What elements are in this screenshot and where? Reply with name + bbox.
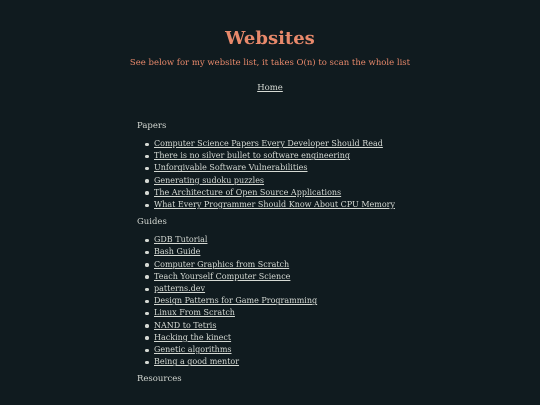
bullet-icon — [145, 251, 149, 255]
website-link[interactable]: Being a good mentor — [154, 357, 240, 367]
link-list — [137, 138, 497, 211]
list-item — [145, 356, 497, 368]
home-link[interactable]: Home — [257, 83, 283, 93]
bullet-icon — [145, 179, 149, 183]
website-list — [137, 120, 497, 385]
website-link[interactable]: Computer Graphics from Scratch — [154, 259, 290, 269]
bullet-icon — [145, 300, 149, 304]
bullet-icon — [145, 349, 149, 353]
website-link[interactable]: What Every Programmer Should Know About CPU Memory — [154, 200, 395, 210]
list-item — [145, 138, 497, 150]
list-item — [145, 271, 497, 283]
list-item — [145, 283, 497, 295]
section-heading: Papers — [137, 121, 167, 131]
website-link[interactable]: Genetic algorithms — [154, 345, 232, 355]
bullet-icon — [145, 288, 149, 292]
page-subtitle: See below for my website list, it takes O(n) to scan the whole list — [129, 58, 411, 68]
bullet-icon — [145, 275, 149, 279]
bullet-icon — [145, 312, 149, 316]
list-item — [145, 234, 497, 246]
list-item — [145, 295, 497, 307]
bullet-icon — [145, 336, 149, 340]
bullet-icon — [145, 239, 149, 243]
website-link[interactable]: Linux From Scratch — [154, 308, 235, 318]
website-link[interactable]: There is no silver bullet to software engineering — [154, 151, 351, 161]
website-link[interactable]: GDB Tutorial — [154, 235, 208, 245]
website-link[interactable]: The Architecture of Open Source Applications — [154, 187, 342, 197]
list-item — [145, 332, 497, 344]
bullet-icon — [145, 143, 149, 147]
bullet-icon — [145, 191, 149, 195]
list-item — [145, 344, 497, 356]
section-papers — [137, 120, 497, 211]
list-item — [145, 246, 497, 258]
list-item — [145, 162, 497, 174]
website-link[interactable]: Design Patterns for Game Programming — [154, 296, 318, 306]
website-link[interactable]: Generating sudoku puzzles — [154, 175, 265, 185]
section-guides — [137, 216, 497, 368]
bullet-icon — [145, 155, 149, 159]
website-link[interactable]: Hacking the kinect — [154, 332, 232, 342]
list-item — [145, 320, 497, 332]
section-resources — [137, 373, 497, 385]
website-link[interactable]: Teach Yourself Computer Science — [154, 271, 291, 281]
website-link[interactable]: Unforgivable Software Vulnerabilities — [154, 163, 308, 173]
bullet-icon — [145, 324, 149, 328]
section-heading: Guides — [137, 217, 167, 228]
bullet-icon — [145, 204, 149, 208]
page-title: Websites — [225, 28, 315, 49]
list-item — [145, 175, 497, 187]
list-item — [145, 259, 497, 271]
list-item — [145, 307, 497, 319]
list-item — [145, 150, 497, 162]
link-list — [137, 234, 497, 368]
home-nav — [0, 82, 540, 94]
list-item — [145, 199, 497, 211]
list-item — [145, 187, 497, 199]
bullet-icon — [145, 263, 149, 267]
website-link[interactable]: patterns.dev — [154, 284, 206, 294]
section-heading: Resources — [137, 374, 182, 385]
website-link[interactable]: NAND to Tetris — [154, 320, 217, 330]
bullet-icon — [145, 361, 149, 365]
website-link[interactable]: Computer Science Papers Every Developer Should Read — [154, 139, 383, 148]
website-link[interactable]: Bash Guide — [154, 247, 201, 257]
bullet-icon — [145, 167, 149, 171]
